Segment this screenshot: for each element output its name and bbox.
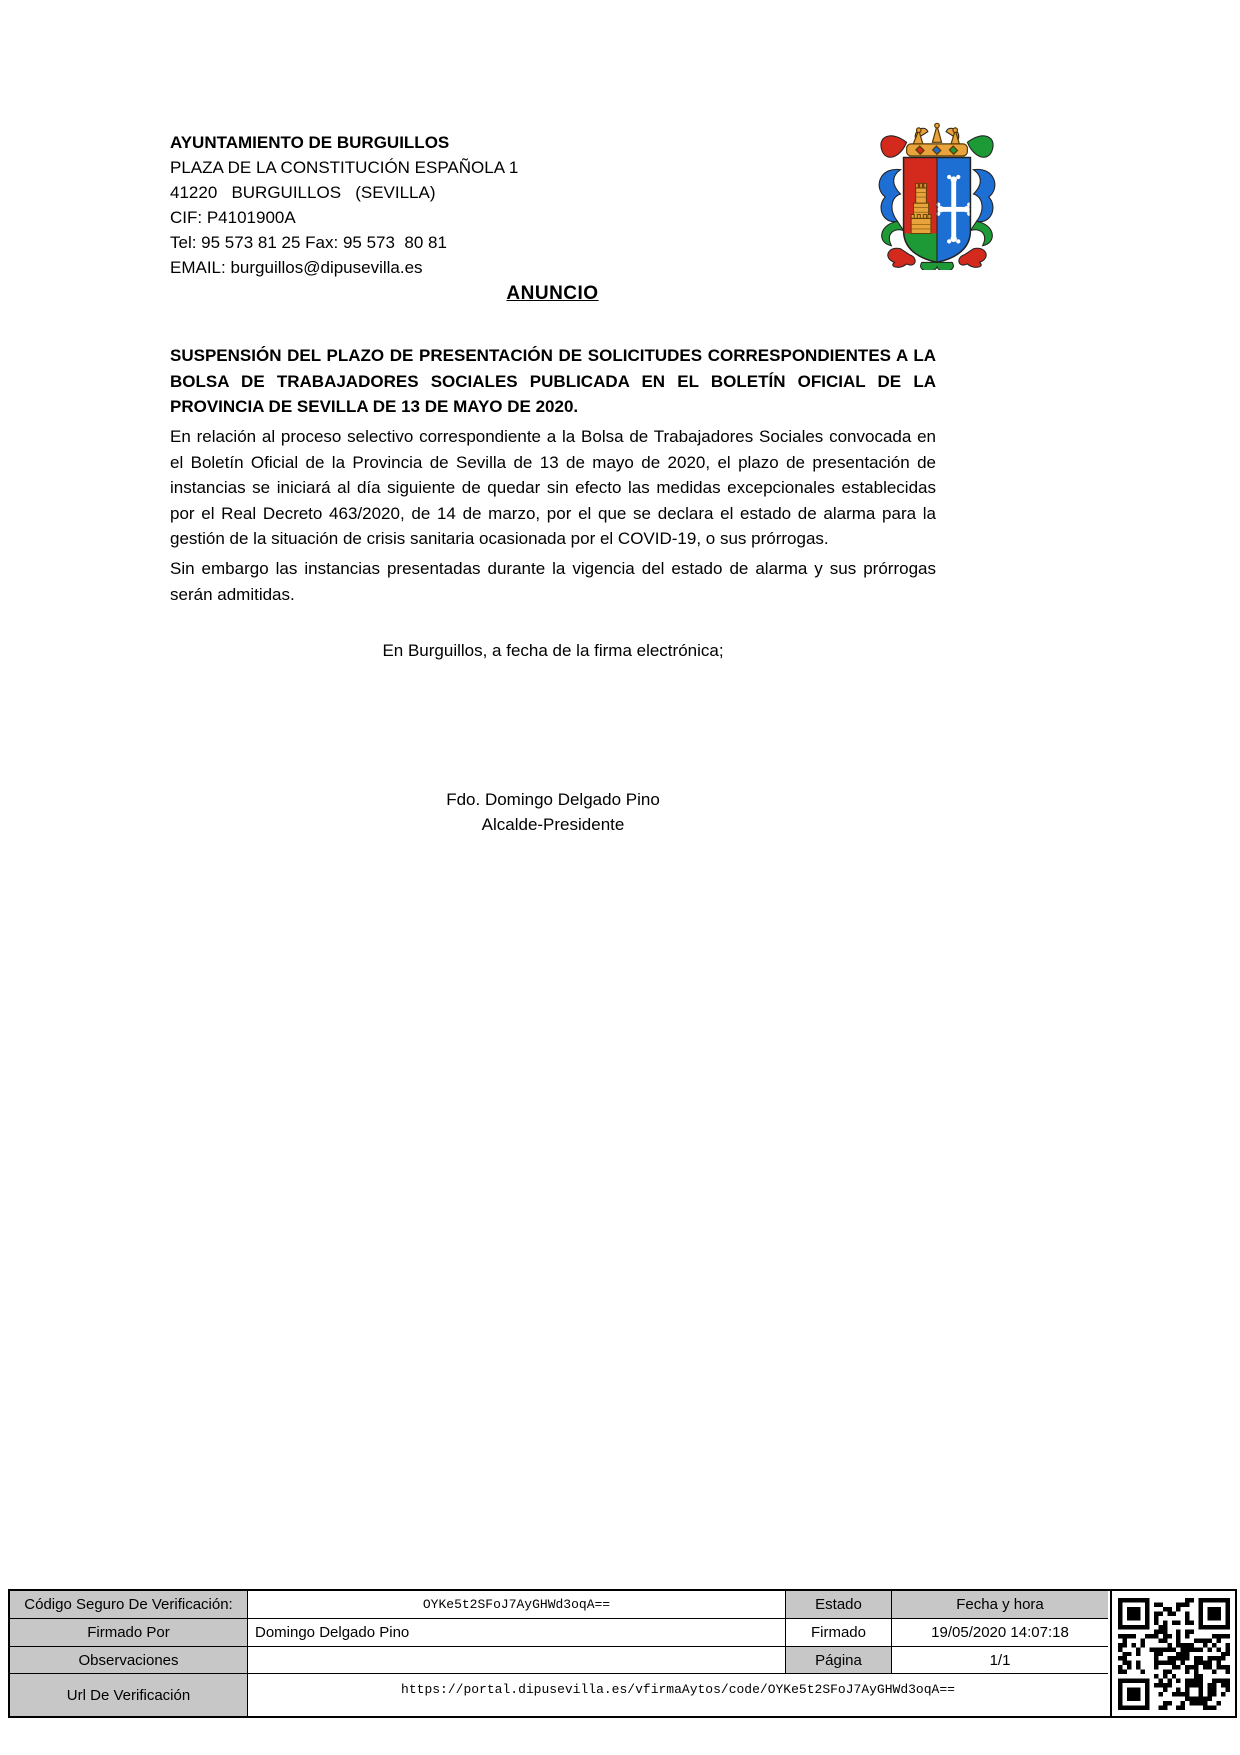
observaciones-value bbox=[248, 1647, 786, 1674]
pagina-value: 1/1 bbox=[892, 1647, 1108, 1674]
org-postal-city: 41220 BURGUILLOS (SEVILLA) bbox=[170, 183, 436, 202]
url-value: https://portal.dipusevilla.es/vfirmaAytos/code/OYKe5t2SFoJ7AyGHWd3oqA== bbox=[401, 1682, 955, 1697]
signature-name: Fdo. Domingo Delgado Pino bbox=[446, 790, 660, 809]
firmado-por-value: Domingo Delgado Pino bbox=[248, 1619, 786, 1647]
url-label: Url De Verificación bbox=[10, 1674, 248, 1716]
org-email: EMAIL: burguillos@dipusevilla.es bbox=[170, 258, 423, 277]
estado-header: Estado bbox=[786, 1591, 892, 1619]
csv-value: OYKe5t2SFoJ7AyGHWd3oqA== bbox=[248, 1591, 786, 1619]
observaciones-label: Observaciones bbox=[10, 1647, 248, 1674]
verification-table bbox=[10, 1591, 1112, 1716]
pagina-label: Página bbox=[786, 1647, 892, 1674]
body-paragraph-2: Sin embargo las instancias presentadas durante la vigencia del estado de alarma y sus prórrogas serán admitidas. bbox=[170, 559, 936, 604]
burguillos-coat-of-arms-icon bbox=[860, 118, 1014, 270]
verification-footer bbox=[8, 1589, 1237, 1718]
firmado-por-label: Firmado Por bbox=[10, 1619, 248, 1647]
signature-role: Alcalde-Presidente bbox=[481, 815, 625, 834]
signature-block bbox=[170, 787, 936, 837]
org-address: PLAZA DE LA CONSTITUCIÓN ESPAÑOLA 1 bbox=[170, 158, 519, 177]
qr-code-icon bbox=[1112, 1591, 1235, 1716]
subject-heading: SUSPENSIÓN DEL PLAZO DE PRESENTACIÓN DE SOLICITUDES CORRESPONDIENTES A LA BOLSA DE TRABAJADORES SOCIALES PUBLICADA EN EL BOLETÍN OFICIAL DE LA PROVINCIA DE SEVILLA DE 13 DE MAYO DE 2020. bbox=[170, 346, 936, 416]
org-phone-fax: Tel: 95 573 81 25 Fax: 95 573 80 81 bbox=[170, 233, 447, 252]
fecha-value: 19/05/2020 14:07:18 bbox=[892, 1619, 1108, 1647]
place-date-line: En Burguillos, a fecha de la firma electrónica; bbox=[382, 641, 724, 660]
letterhead bbox=[170, 130, 770, 280]
body-paragraph-1: En relación al proceso selectivo correspondiente a la Bolsa de Trabajadores Sociales convocada en el Boletín Oficial de la Provincia de Sevilla de 13 de mayo de 2020, el plazo de presentación de instancias se iniciará al día siguiente de quedar sin efecto las medidas excepcionales establecidas por el Real Decreto 463/2020, de 14 de marzo, por el que se declara el estado de alarma para la gestión de la situación de crisis sanitaria ocasionada por el COVID-19, o sus prórrogas. bbox=[170, 427, 936, 548]
page-title: ANUNCIO bbox=[506, 283, 599, 304]
fecha-header: Fecha y hora bbox=[892, 1591, 1108, 1619]
csv-label: Código Seguro De Verificación: bbox=[10, 1591, 248, 1619]
org-name: AYUNTAMIENTO DE BURGUILLOS bbox=[170, 133, 450, 152]
org-cif: CIF: P4101900A bbox=[170, 208, 296, 227]
estado-value: Firmado bbox=[786, 1619, 892, 1647]
